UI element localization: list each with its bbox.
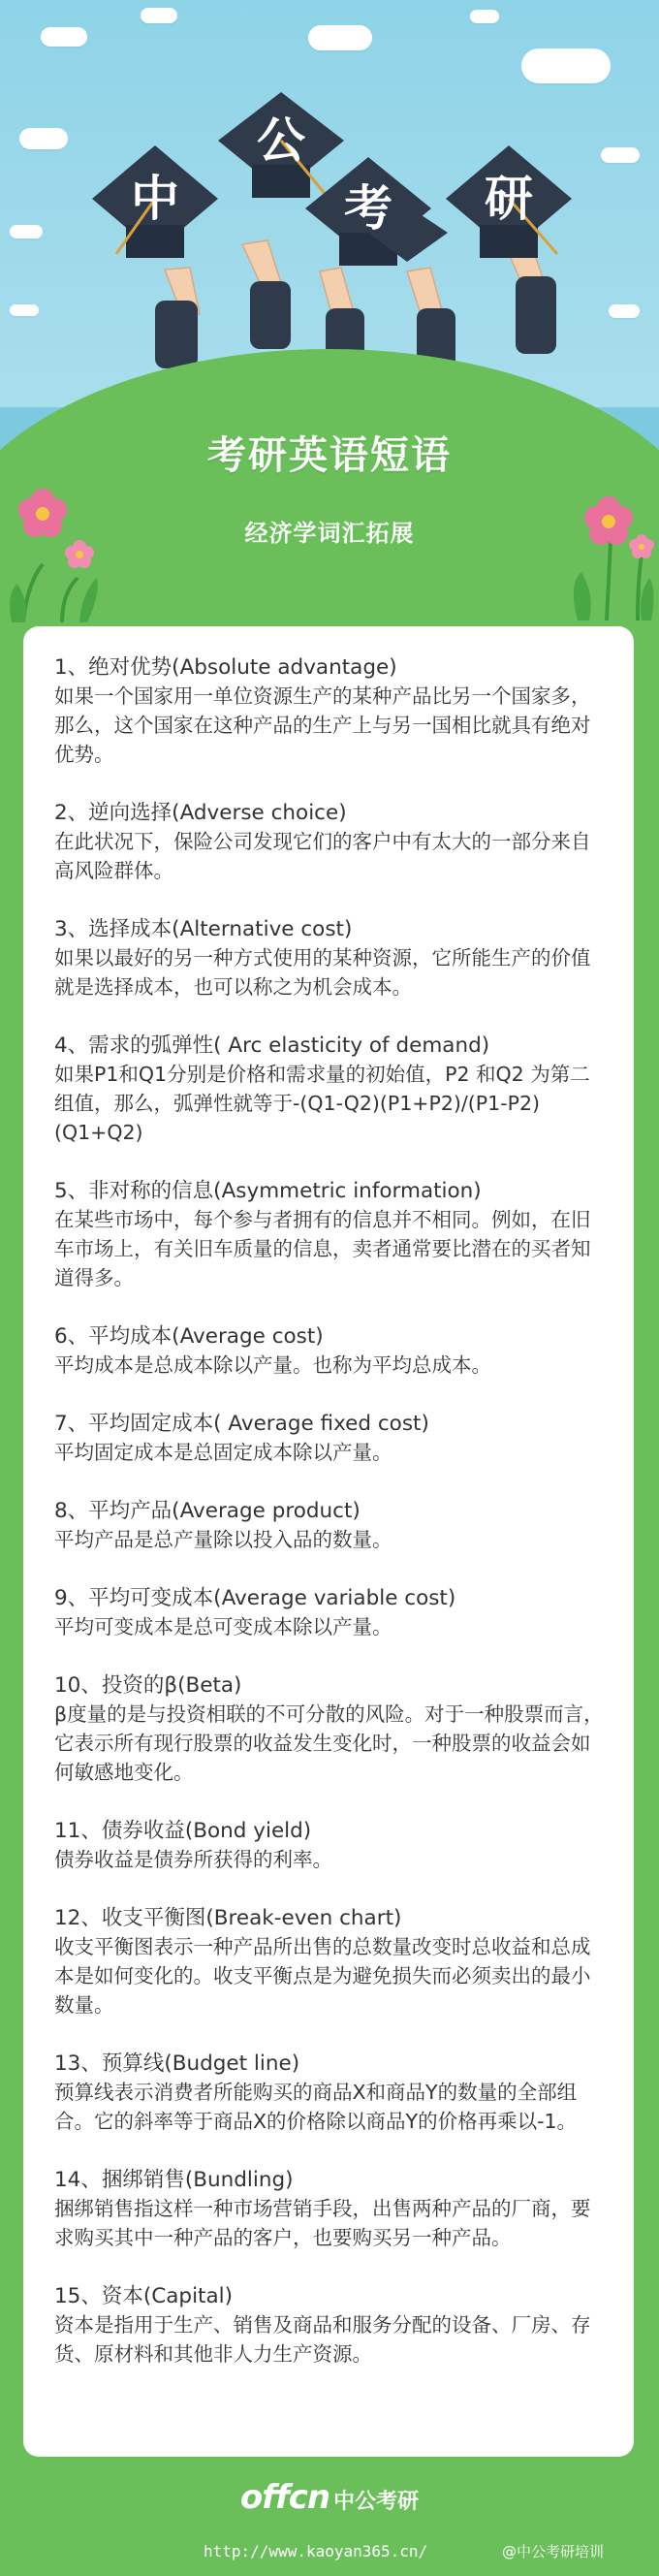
term-item <box>54 1671 605 1787</box>
page-title: 考研英语短语 <box>207 433 452 478</box>
term-definition: 捆绑销售指这样一种市场营销手段，出售两种产品的厂商，要求购买其中一种产品的客户，也要购买另一种产品。 <box>54 2197 591 2249</box>
term-definition: β度量的是与投资相联的不可分散的风险。对于一种股票而言，它表示所有现行股票的收益发生变化时，一种股票的收益会如何敏感地变化。 <box>54 1702 604 1784</box>
term-item <box>54 2050 605 2136</box>
term-definition: 债券收益是债券所获得的利率。 <box>54 1848 332 1871</box>
cap-char-1: 中 <box>131 171 179 227</box>
term-definition: 资本是指用于生产、销售及商品和服务分配的设备、厂房、存货、原材料和其他非人力生产资源。 <box>54 2313 591 2366</box>
term-item <box>54 1497 605 1554</box>
flower-icon <box>4 477 110 622</box>
term-title: 12、收支平衡图(Break-even chart) <box>54 1906 402 1930</box>
cap-char-3: 考 <box>344 180 392 237</box>
term-definition: 如果一个国家用一单位资源生产的某种产品比另一个国家多，那么，这个国家在这种产品的生产上与另一国相比就具有绝对优势。 <box>54 684 591 766</box>
term-title: 11、债券收益(Bond yield) <box>54 1819 312 1843</box>
term-definition: 平均固定成本是总固定成本除以产量。 <box>54 1441 392 1464</box>
term-definition: 收支平衡图表示一种产品所出售的总数量改变时总收益和总成本是如何变化的。收支平衡点是为避免损失而必须卖出的最小数量。 <box>54 1935 591 2017</box>
term-title: 9、平均可变成本(Average variable cost) <box>54 1586 456 1610</box>
term-item <box>54 1032 605 1147</box>
term-definition: 如果以最好的另一种方式使用的某种资源，它所能生产的价值就是选择成本，也可以称之为机会成本。 <box>54 946 591 999</box>
term-item <box>54 2166 605 2252</box>
term-item <box>54 915 605 1002</box>
term-item <box>54 1904 605 2019</box>
logo-latin-text: offcn <box>239 2478 330 2517</box>
term-definition: 平均产品是总产量除以投入品的数量。 <box>54 1528 392 1551</box>
term-definition: 如果P1和Q1分别是价格和需求量的初始值，P2 和Q2 为第二组值，那么，弧弹性就等于-(Q1-Q2)(P1+P2)/(P1-P2)(Q1+Q2) <box>54 1063 590 1144</box>
term-item <box>54 1584 605 1641</box>
term-item <box>54 2282 605 2369</box>
term-title: 1、绝对优势(Absolute advantage) <box>54 655 397 680</box>
cap-char-4: 研 <box>485 171 533 227</box>
page-subtitle: 经济学词汇拓展 <box>244 520 415 547</box>
brand-logo <box>0 2478 659 2517</box>
website-url[interactable]: http://www.kaoyan365.cn/ <box>204 2542 428 2560</box>
cap-char-2: 公 <box>257 112 305 169</box>
term-title: 6、平均成本(Average cost) <box>54 1324 324 1349</box>
term-title: 3、选择成本(Alternative cost) <box>54 917 353 941</box>
term-item <box>54 799 605 885</box>
term-item <box>54 1177 605 1292</box>
term-title: 2、逆向选择(Adverse choice) <box>54 801 347 825</box>
term-definition: 在某些市场中，每个参与者拥有的信息并不相同。例如，在旧车市场上，有关旧车质量的信息，卖者通常要比潜在的买者知道得多。 <box>54 1208 591 1289</box>
term-title: 4、需求的弧弹性( Arc elasticity of demand) <box>54 1034 490 1058</box>
term-definition: 预算线表示消费者所能购买的商品X和商品Y的数量的全部组合。它的斜率等于商品X的价格除以商品Y的价格再乘以-1。 <box>54 2081 578 2133</box>
flower-icon <box>549 475 657 620</box>
term-definition: 平均成本是总成本除以产量。也称为平均总成本。 <box>54 1353 491 1377</box>
term-title: 5、非对称的信息(Asymmetric information) <box>54 1179 482 1203</box>
term-title: 8、平均产品(Average product) <box>54 1499 361 1523</box>
content-card <box>23 626 634 2457</box>
weibo-handle: @中公考研培训 <box>502 2543 605 2560</box>
term-item <box>54 1410 605 1467</box>
graduation-caps-illustration <box>0 0 659 407</box>
term-item <box>54 653 605 769</box>
weibo-watermark <box>502 2541 604 2561</box>
term-definition: 平均可变成本是总可变成本除以产量。 <box>54 1615 392 1638</box>
logo-chinese-text: 中公考研 <box>333 2490 420 2514</box>
term-title: 10、投资的β(Beta) <box>54 1673 242 1698</box>
term-definition: 在此状况下，保险公司发现它们的客户中有太大的一部分来自高风险群体。 <box>54 830 591 882</box>
term-title: 7、平均固定成本( Average fixed cost) <box>54 1412 429 1436</box>
term-title: 15、资本(Capital) <box>54 2284 234 2308</box>
term-item <box>54 1322 605 1380</box>
term-item <box>54 1817 605 1874</box>
term-title: 13、预算线(Budget line) <box>54 2051 300 2076</box>
term-title: 14、捆绑销售(Bundling) <box>54 2168 294 2192</box>
